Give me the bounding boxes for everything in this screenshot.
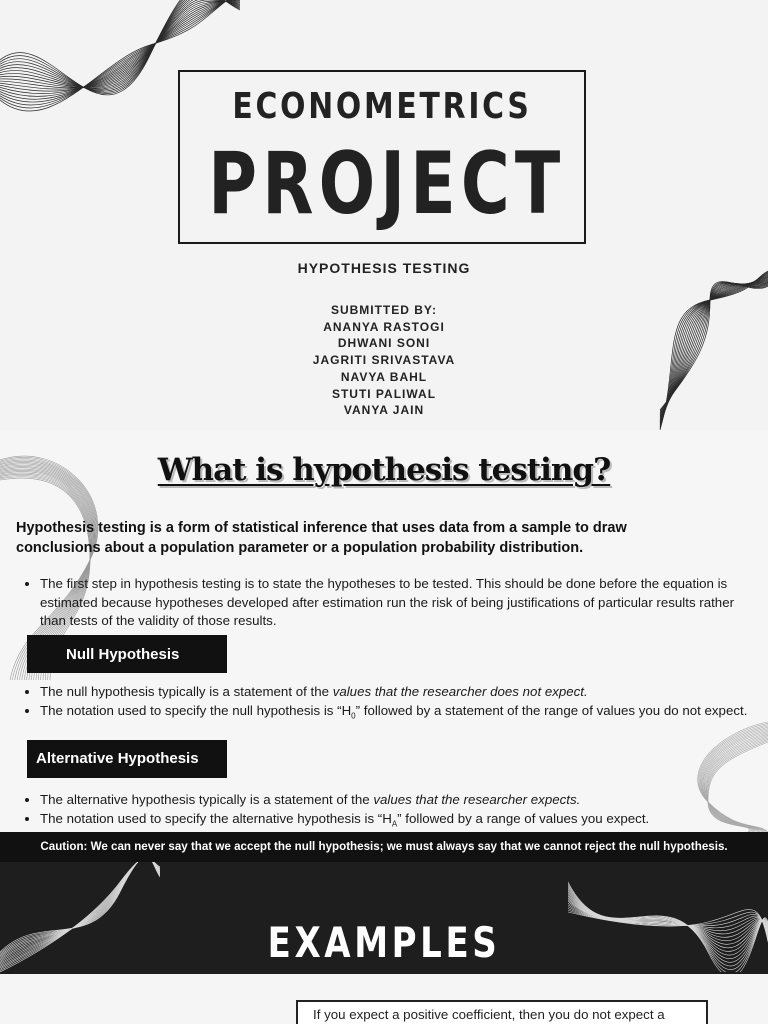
title-frame [178,70,586,244]
member-name: DHWANI SONI [337,336,431,351]
title-line-project: PROJECT [208,134,566,234]
examples-page [0,832,768,1024]
null-hypothesis-list [22,683,760,726]
member-name: JAGRITI SRIVASTAVA [312,353,456,368]
cover-subtitle: HYPOTHESIS TESTING [297,260,471,276]
member-name: VANYA JAIN [343,403,425,418]
example-text-box: If you expect a positive coefficient, then you do not expect a [296,1000,708,1024]
alternative-hypothesis-label: Alternative Hypothesis [27,740,227,778]
hypothesis-page [0,430,768,832]
caution-banner: Caution: We can never say that we accept the null hypothesis; we must always say that we cannot reject the null hypothesis. [0,832,768,862]
list-item: • The alternative hypothesis typically is a statement of the values that the researcher expects. [40,791,760,810]
submitted-by-block [0,302,768,419]
list-item: • The first step in hypothesis testing is to state the hypotheses to be tested. This should be done before the equation is estimated because hypotheses developed after estimation run the risk of being justifications of particular results rather than tests of the validity of those results. [40,575,760,631]
member-name: STUTI PALIWAL [331,386,437,401]
list-item: • The notation used to specify the alternative hypothesis is “$H_A$” followed by a range of values you expect. [40,810,760,833]
submitted-by-label: SUBMITTED BY: [330,303,438,317]
list-item: • The null hypothesis typically is a statement of the values that the researcher does not expect. [40,683,760,702]
member-name: NAVYA BAHL [340,369,428,384]
examples-heading: EXAMPLES [267,918,501,967]
member-name: ANANYA RASTOGI [323,319,445,334]
title-line-econometrics: ECONOMETRICS [232,86,532,127]
section-heading: What is hypothesis testing? [157,452,611,488]
cover-page [0,0,768,430]
first-step-list [22,575,760,631]
list-item: • The notation used to specify the null hypothesis is “$H_0$” followed by a statement of the range of values you do not expect. [40,702,760,726]
alternative-hypothesis-list [22,791,760,832]
null-hypothesis-label: Null Hypothesis [27,635,227,673]
intro-paragraph: Hypothesis testing is a form of statistical inference that uses data from a sample to draw conclusions about a population parameter or a population probability distribution. [16,520,627,556]
